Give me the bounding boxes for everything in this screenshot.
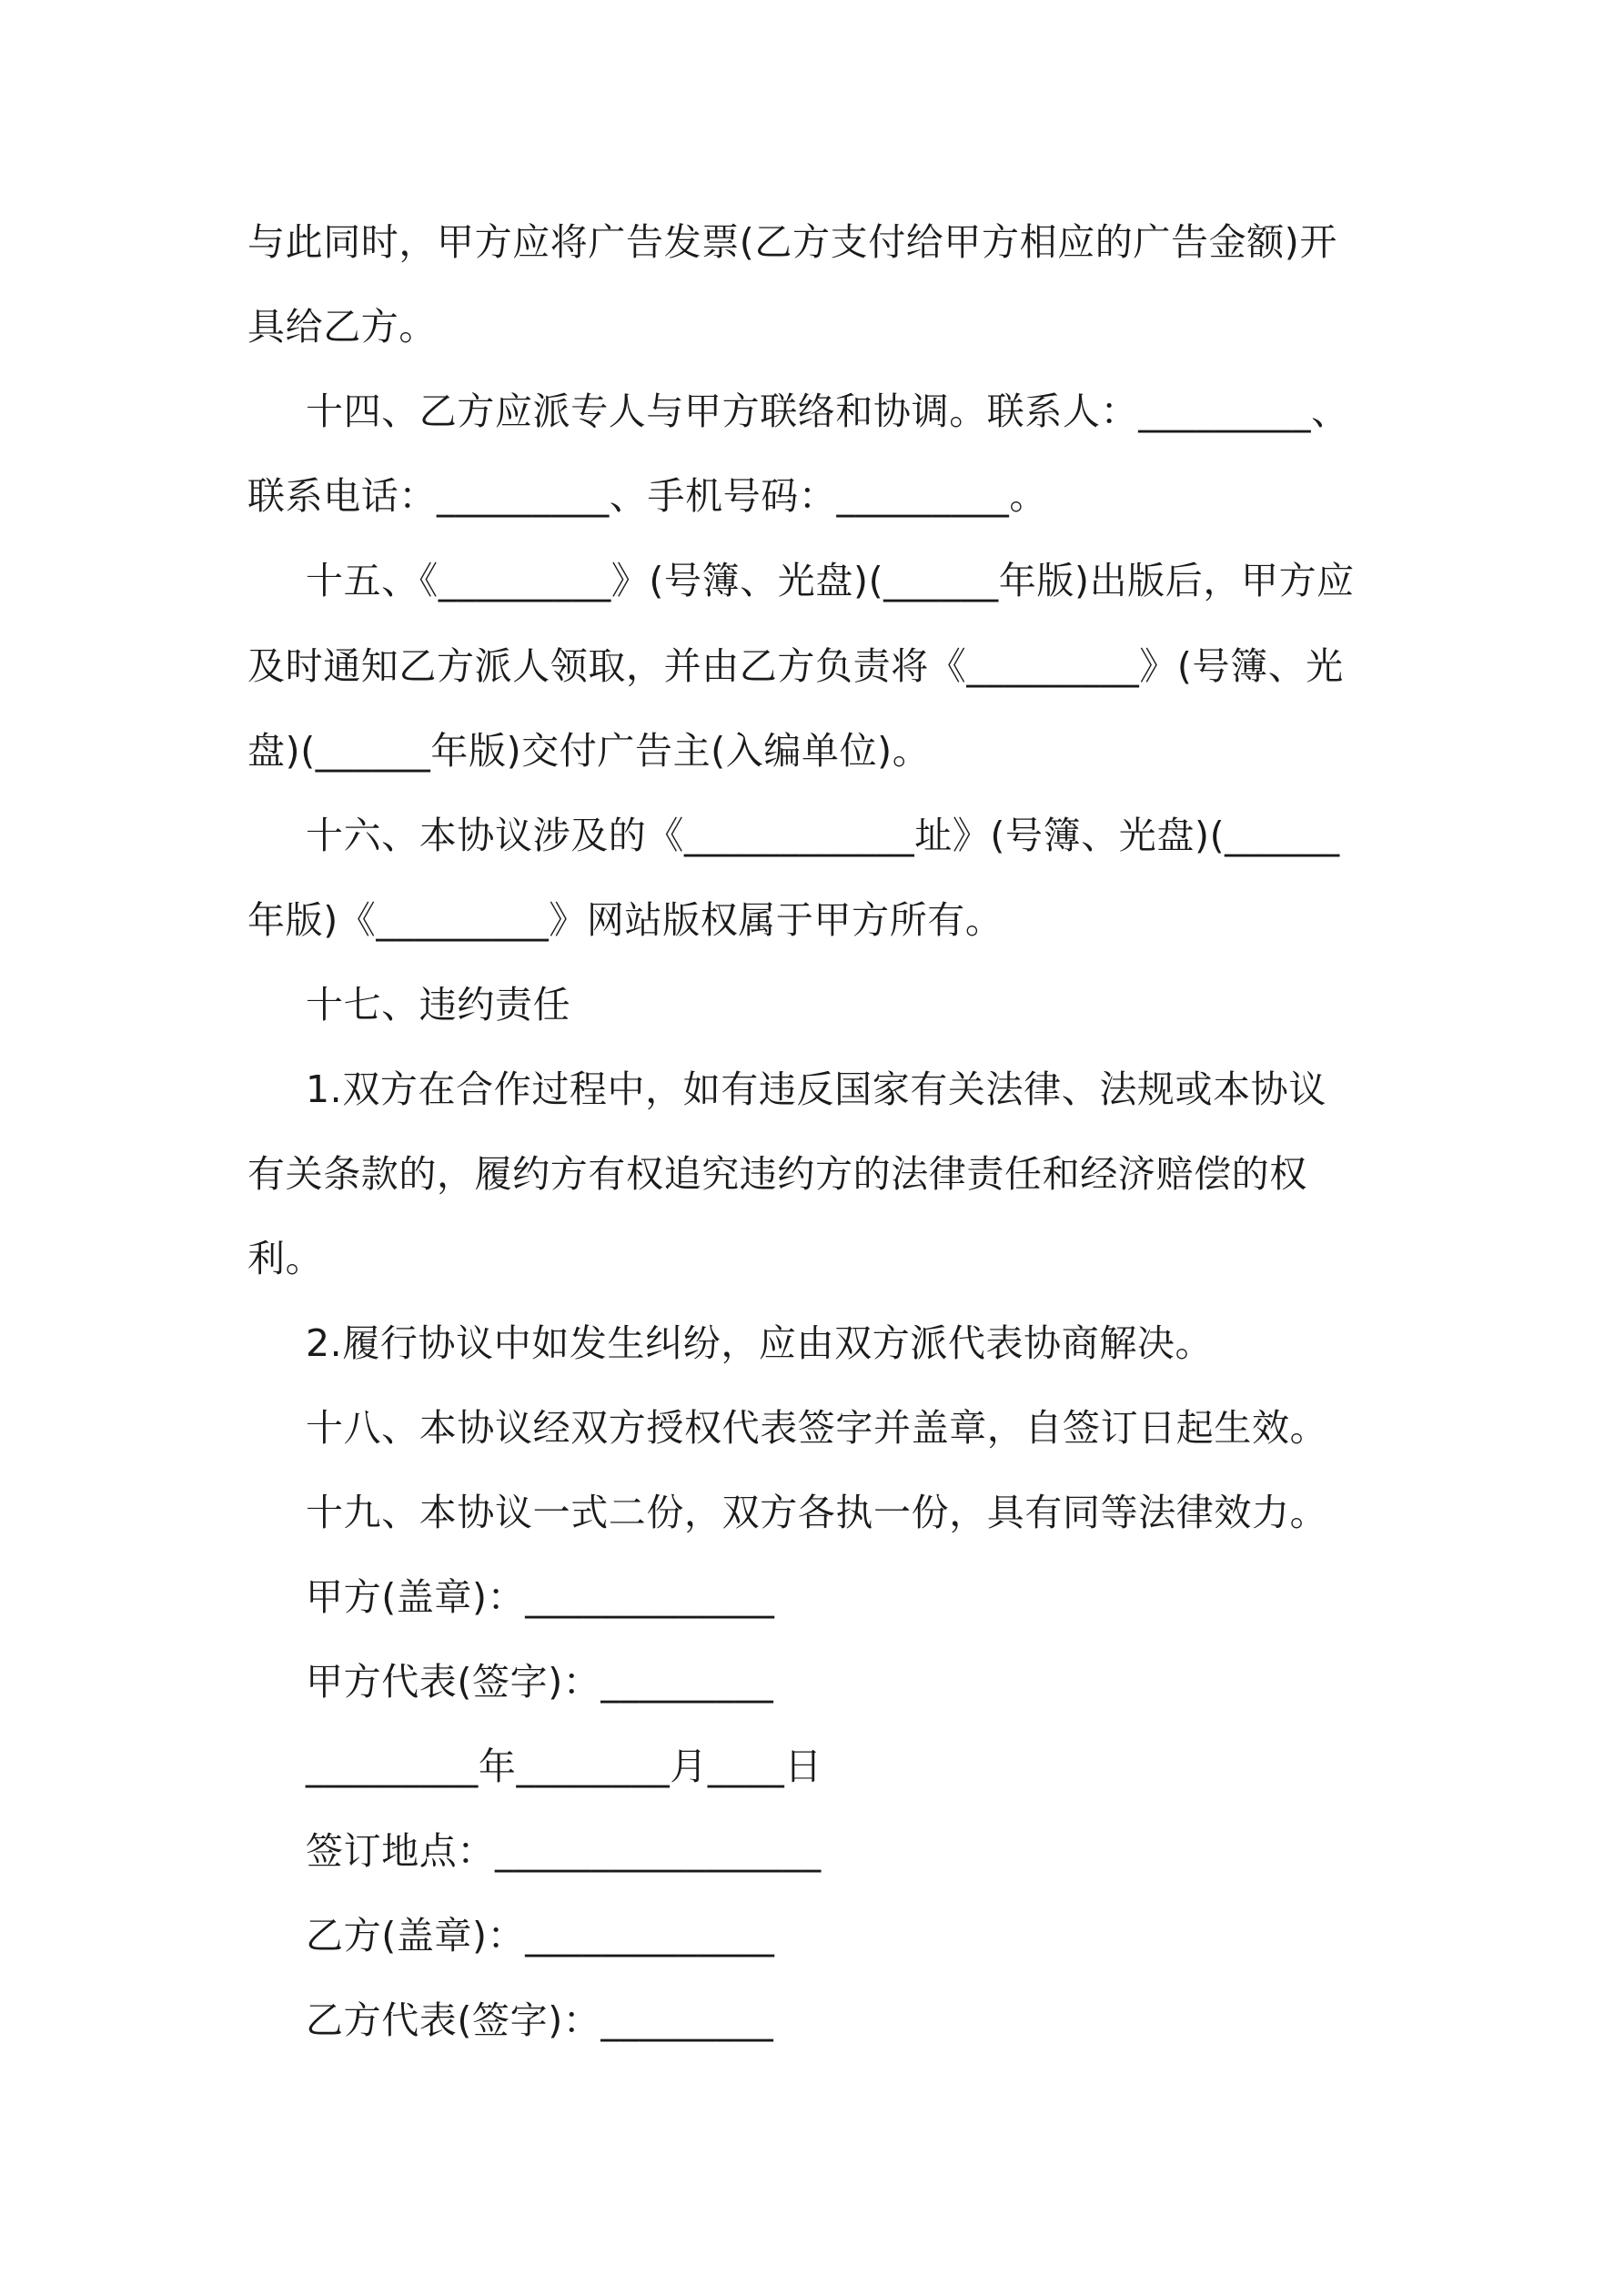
text-line: 与此同时，甲方应将广告发票(乙方支付给甲方相应的广告金额)开	[247, 220, 1337, 264]
text-line: 十八、本协议经双方授权代表签字并盖章，自签订日起生效。	[306, 1406, 1328, 1450]
text-line: 十五、《_________》(号簿、光盘)(______年版)出版后，甲方应	[306, 559, 1355, 602]
section-heading: 十七、违约责任	[306, 983, 571, 1027]
text-line: 具给乙方。	[247, 305, 437, 349]
text-line: 有关条款的，履约方有权追究违约方的法律责任和经济赔偿的权	[247, 1152, 1307, 1196]
text-line: 十四、乙方应派专人与甲方联络和协调。联系人：_________、	[306, 389, 1349, 433]
text-line: 1.双方在合作过程中，如有违反国家有关法律、法规或本协议	[306, 1067, 1326, 1111]
text-line: 2.履行协议中如发生纠纷，应由双方派代表协商解决。	[306, 1321, 1214, 1365]
text-line: 联系电话：_________、手机号码：_________。	[247, 474, 1047, 518]
signing-place-field: 签订地点：_________________	[306, 1829, 822, 1873]
text-line: 十九、本协议一式二份，双方各执一份，具有同等法律效力。	[306, 1491, 1328, 1534]
signing-date-field: _________年________月____日	[306, 1745, 822, 1788]
party-b-seal-field: 乙方(盖章)：_____________	[306, 1914, 775, 1957]
party-a-representative-field: 甲方代表(签字)：_________	[306, 1660, 774, 1704]
text-line: 盘)(______年版)交付广告主(入编单位)。	[247, 729, 931, 773]
party-a-seal-field: 甲方(盖章)：_____________	[306, 1575, 775, 1619]
text-line: 及时通知乙方派人领取，并由乙方负责将《_________》(号簿、光	[247, 644, 1344, 688]
text-line: 利。	[247, 1237, 324, 1280]
text-line: 年版)《_________》网站版权属于甲方所有。	[247, 898, 1004, 942]
text-line: 十六、本协议涉及的《____________址》(号簿、光盘)(______	[306, 814, 1340, 857]
party-b-representative-field: 乙方代表(签字)：_________	[306, 1998, 774, 2042]
